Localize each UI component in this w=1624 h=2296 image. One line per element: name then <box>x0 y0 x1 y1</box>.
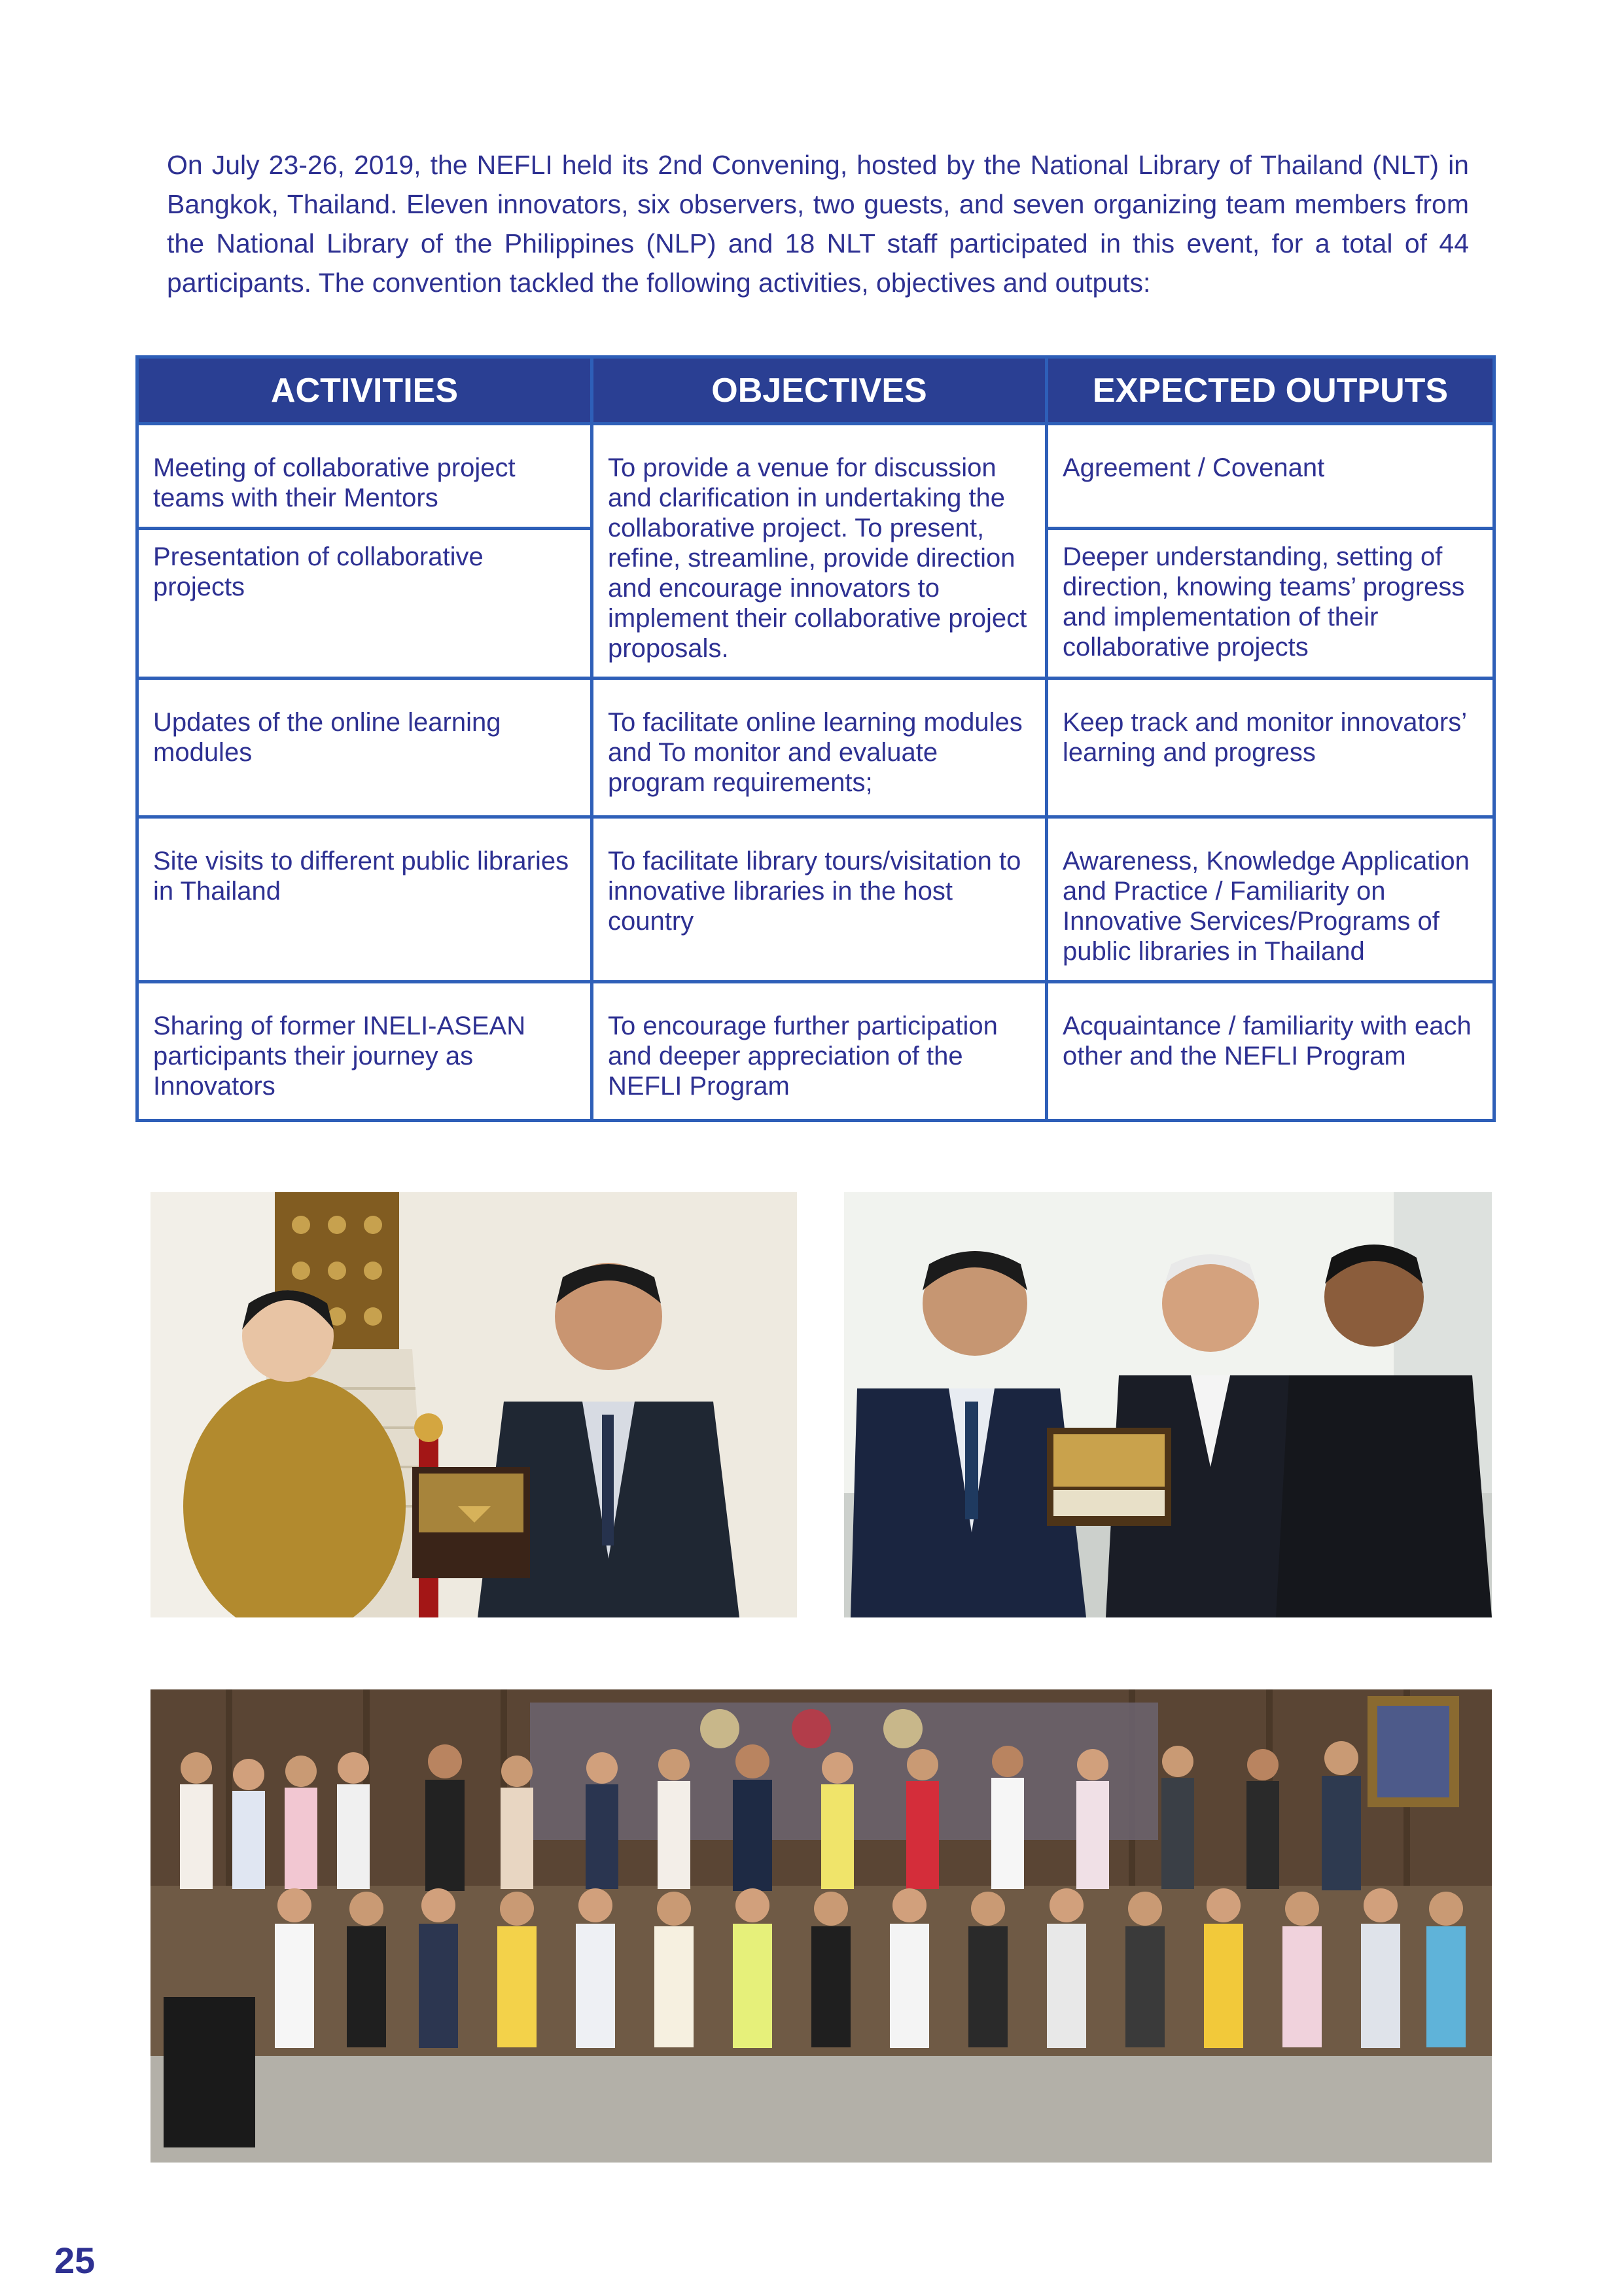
table-row <box>137 679 1494 817</box>
objective-cell: To provide a venue for discussion and clarification in undertaking the collaborative project. To present, refine, streamline, provide direction and encourage innovators to implement their collaborative project proposals. <box>592 424 1047 679</box>
output-cell: Agreement / Covenant <box>1047 424 1494 529</box>
header-expected-outputs: EXPECTED OUTPUTS <box>1047 357 1494 424</box>
activity-cell: Sharing of former INELI-ASEAN participants their journey as Innovators <box>137 982 592 1121</box>
intro-paragraph: On July 23-26, 2019, the NEFLI held its 2nd Convening, hosted by the National Library of Thailand (NLT) in Bangkok, Thailand. Eleven innovators, six observers, two guests, and seven organizing team members from the National Library of the Philippines (NLP) and 18 NLT staff participated in this event, for a total of 44 participants. The convention tackled the following activities, objectives and outputs: <box>167 150 1469 298</box>
table-row <box>137 982 1494 1121</box>
table-row <box>137 817 1494 982</box>
table-row <box>137 424 1494 529</box>
activity-cell: Updates of the online learning modules <box>137 679 592 817</box>
page-number: 25 <box>54 2240 96 2281</box>
objective-cell: To facilitate online learning modules and To monitor and evaluate program requirements; <box>592 679 1047 817</box>
activities-table <box>135 355 1496 1122</box>
output-cell: Deeper understanding, setting of direction, knowing teams’ progress and implementation of their collaborative projects <box>1047 529 1494 679</box>
photo-group-participants <box>150 1689 1492 2163</box>
header-objectives: OBJECTIVES <box>592 357 1047 424</box>
objective-cell: To encourage further participation and deeper appreciation of the NEFLI Program <box>592 982 1047 1121</box>
photo-book-presentation-group <box>844 1192 1492 1617</box>
header-activities: ACTIVITIES <box>137 357 592 424</box>
photo-book-handover-staircase <box>150 1192 797 1617</box>
output-cell: Awareness, Knowledge Application and Practice / Familiarity on Innovative Services/Programs of public libraries in Thailand <box>1047 817 1494 982</box>
output-cell: Acquaintance / familiarity with each other and the NEFLI Program <box>1047 982 1494 1121</box>
activity-cell: Site visits to different public libraries in Thailand <box>137 817 592 982</box>
activity-cell: Presentation of collaborative projects <box>137 529 592 679</box>
table-header-row <box>137 357 1494 424</box>
activity-cell: Meeting of collaborative project teams with their Mentors <box>137 424 592 529</box>
objective-cell: To facilitate library tours/visitation to innovative libraries in the host country <box>592 817 1047 982</box>
output-cell: Keep track and monitor innovators’ learning and progress <box>1047 679 1494 817</box>
